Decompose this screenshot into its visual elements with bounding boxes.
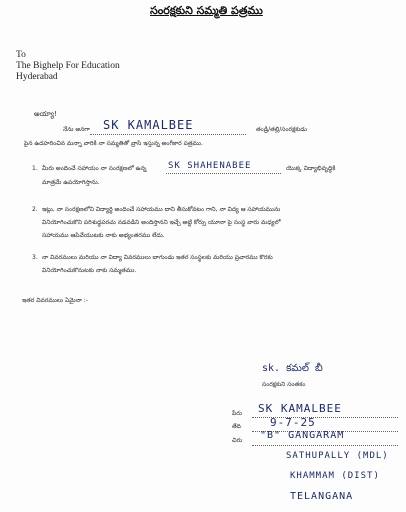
point-3-text-a: నా వివరములు మరియు నా విద్యా వివరములు బాగుండు ఇతర సంస్థలకు మరియు ప్రచారము కొరకు bbox=[42, 254, 273, 261]
student-name-handwritten: SK SHAHENABEE bbox=[168, 161, 252, 171]
point-1-text-c: మాత్రమే ఉపయోగిస్తాను. bbox=[42, 179, 100, 186]
address-line-3-handwritten: KHAMMAM (DIST) bbox=[290, 471, 380, 481]
recipient-org: The Bighelp For Education bbox=[16, 61, 120, 71]
point-2-number: 2. bbox=[32, 206, 38, 213]
name-handwritten: SK KAMALBEE bbox=[258, 402, 342, 415]
salutation: అయ్యా! bbox=[34, 110, 57, 118]
point-3-text-b: వినియోగించుకొనుటకు నాకు సమ్మతము. bbox=[42, 267, 137, 274]
guardian-name-line bbox=[90, 134, 246, 135]
date-handwritten: 9-7-25 bbox=[270, 416, 316, 429]
intro-prefix: నేను అనగా bbox=[63, 126, 90, 133]
name-label: పేరు bbox=[232, 410, 242, 417]
date-label: తేది bbox=[232, 423, 241, 430]
point-2-text-b: వినియోగించుకొని పరిశుద్ధపరచు నడవడిని అందిస్తానని ఇచ్చే అట్టి కోర్సు యూనా పై సంస్థ వారు మధ్యలో bbox=[42, 219, 281, 226]
guardian-signature: sk. కమల్ బీ bbox=[262, 363, 323, 374]
intro-line2: పైన ఉదహరించిన మన్నా వారికి నా సమ్మతితో వ్రాసి ఇస్తున్న అంగీకార పత్రము. bbox=[24, 140, 203, 147]
guardian-name-handwritten: SK KAMALBEE bbox=[103, 118, 194, 132]
signature-label: సంరక్షకుని సంతకం bbox=[262, 381, 306, 388]
address-line-1-rule bbox=[252, 445, 398, 446]
address-line-2-handwritten: SATHUPALLY (MDL) bbox=[286, 451, 389, 461]
address-label: చిరు bbox=[232, 437, 243, 444]
address-line-4-handwritten: TELANGANA bbox=[290, 491, 354, 502]
address-line-1-handwritten: "B" GANGARAM bbox=[260, 430, 345, 441]
document-title: సంరక్షకుని సమ్మతి పత్రము bbox=[150, 4, 263, 17]
point-3-number: 3. bbox=[32, 254, 38, 261]
point-1-text-a: మీరు అందించే సహాయం నా సంరక్షణలో ఉన్న bbox=[42, 165, 147, 172]
point-1-number: 1. bbox=[32, 165, 38, 172]
point-2-text-c: సహాయము ఆపివేయుటకు నాకు అభ్యంతరము లేదు. bbox=[42, 232, 165, 239]
student-name-line bbox=[166, 173, 281, 174]
to-label: To bbox=[16, 50, 26, 60]
point-2-text-a: ఇట్లు, నా సంరక్షణలోని విద్యార్థి అందించే సహాయము దాని తీసుకోవటం గాని, నా విద్య ఆ సహాయమును bbox=[42, 206, 281, 213]
recipient-city: Hyderabad bbox=[16, 72, 58, 82]
intro-relation: తండ్రి/తల్లి/సంరక్షకుడు bbox=[256, 126, 307, 133]
point-1-text-b: యొక్క విద్యాభివృద్ధికి bbox=[286, 165, 336, 172]
other-details-label: ఇతర వివరములు ఏమైనా :- bbox=[22, 297, 88, 304]
